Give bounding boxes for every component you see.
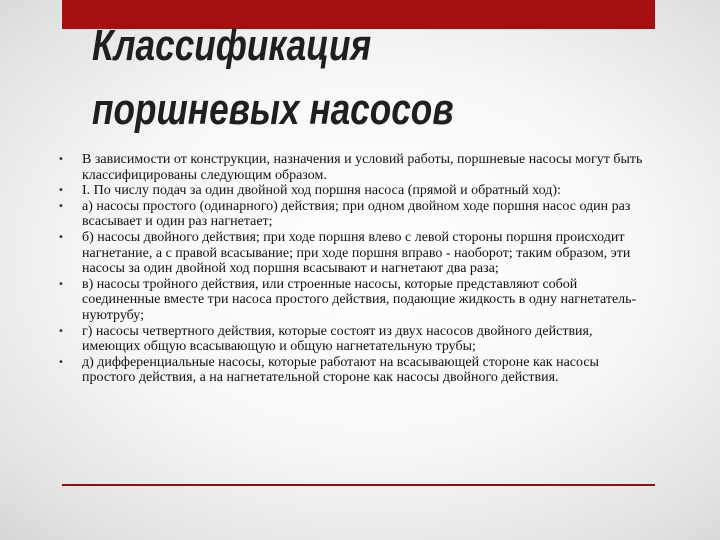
list-item: [58, 183, 648, 199]
list-item: [58, 198, 648, 230]
slide-title: [92, 14, 454, 142]
list-item: [58, 152, 648, 183]
title-line-1: Классификация: [92, 21, 372, 70]
bullet-list: [58, 152, 648, 386]
list-item: [58, 276, 648, 324]
title-line-2: поршневых насосов: [92, 85, 454, 134]
list-item: [58, 229, 648, 277]
list-item-text: I. По числу подач за один двойной ход поршня насоса (прямой и обратный ход):: [82, 183, 561, 199]
bullet-icon: •: [58, 356, 64, 368]
list-item-text: в) насосы тройного действия, или строенные насосы, которые представляют собой соединенные вместе три насоса простого действия, подающие жидкость в одну нагнетатель-нуютрубу;: [82, 276, 637, 323]
bullet-icon: •: [58, 231, 64, 243]
bullet-icon: •: [58, 325, 64, 337]
bullet-icon: •: [58, 154, 64, 165]
bullet-icon: •: [58, 200, 64, 212]
bullet-icon: •: [58, 278, 64, 290]
list-item-text: б) насосы двойного действия; при ходе поршня влево с левой стороны поршня происходит нагнетание, а с правой всасывание; при ходе поршня вправо - наоборот; таким образом, эти насосы за один двойной ход поршня всасывают и нагнетают два раза;: [82, 229, 631, 277]
list-item: [58, 354, 648, 386]
bullet-icon: •: [58, 185, 64, 197]
list-item-text: д) дифференциальные насосы, которые работают на всасывающей стороне как насосы простого действия, а на нагнетательной стороне как насосы двойного действия.: [82, 354, 599, 386]
list-item-text: В зависимости от конструкции, назначения и условий работы, поршневые насосы могут быть классифицированы следующим образом.: [82, 152, 643, 183]
bottom-divider: [62, 484, 655, 486]
list-item-text: а) насосы простого (одинарного) действия; при одном двойном ходе поршня насос один раз всасывает и один раз нагнетает;: [82, 198, 631, 230]
list-item: [58, 323, 648, 355]
list-item-text: г) насосы четвертного действия, которые состоят из двух насосов двойного действия, имеющих общую всасывающую и общую нагнетательную трубы;: [82, 323, 593, 355]
